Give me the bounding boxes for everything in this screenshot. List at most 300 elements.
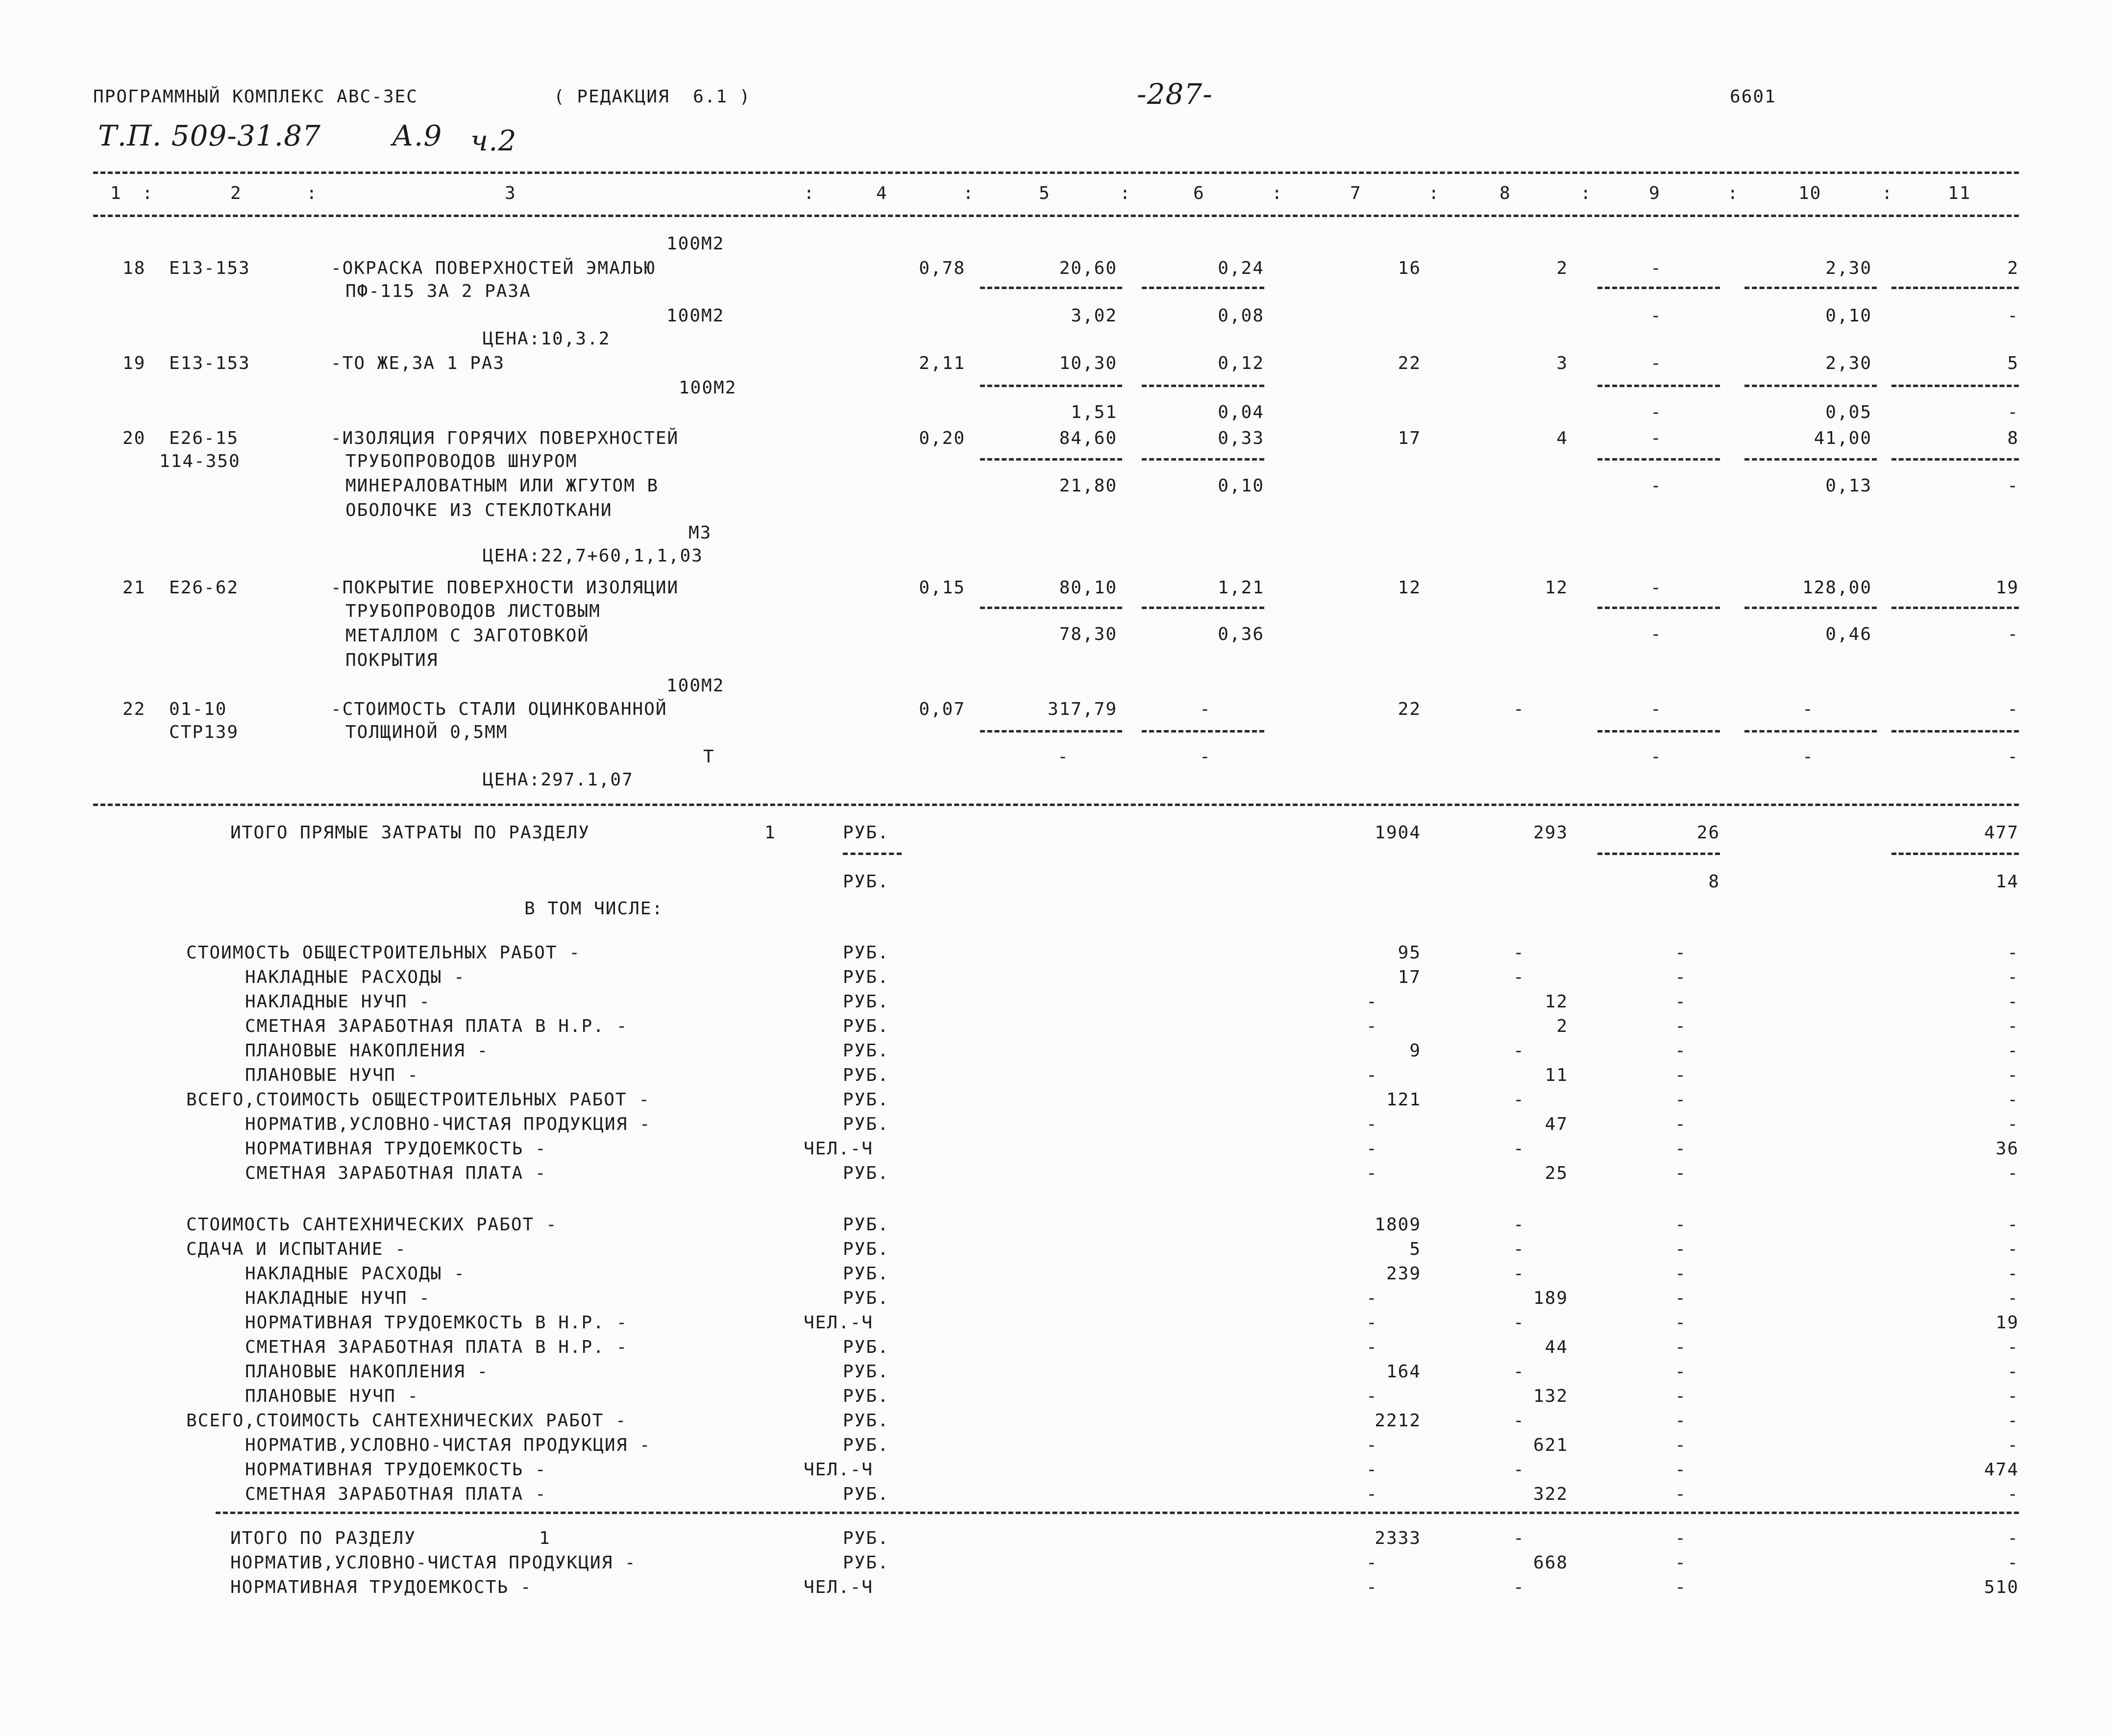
cell-col7: -: [1366, 1577, 1378, 1597]
header-bottom-rule: [93, 215, 2019, 217]
col-sep: :: [306, 183, 318, 203]
sub-rule: [1597, 730, 1720, 733]
cell-col7: 16: [1398, 258, 1421, 278]
col-10: 10: [1798, 183, 1822, 203]
cell-col6: -: [1200, 699, 1211, 719]
unit-label: РУБ.: [843, 1065, 889, 1085]
summary-label: НОРМАТИВНАЯ ТРУДОЕМКОСТЬ В Н.Р. -: [245, 1313, 628, 1333]
cell-col6: 0,33: [1218, 428, 1264, 448]
unit-label: ЧЕЛ.-Ч: [804, 1139, 874, 1159]
summary-label: НОРМАТИВ,УСЛОВНО-ЧИСТАЯ ПРОДУКЦИЯ -: [245, 1114, 651, 1134]
unit-label: РУБ.: [843, 1041, 889, 1061]
cell-col9: -: [1650, 428, 1662, 448]
unit-label: РУБ.: [843, 1215, 889, 1235]
cell-col11: 2: [2007, 258, 2019, 278]
cell-col8: 4: [1556, 428, 1568, 448]
cell-col6-sub: 0,10: [1218, 476, 1264, 496]
summary-label: СМЕТНАЯ ЗАРАБОТНАЯ ПЛАТА В Н.Р. -: [245, 1016, 628, 1036]
cell-col11: -: [2007, 699, 2019, 719]
cell-col11: 36: [1995, 1139, 2019, 1159]
unit-label: РУБ.: [843, 1288, 889, 1308]
cell-col8: -: [1513, 1264, 1525, 1284]
cell-col7: 17: [1398, 428, 1421, 448]
cell-col10-sub: 0,10: [1825, 306, 1872, 326]
cell-col11: 19: [1995, 1313, 2019, 1333]
cell-col11: 19: [1995, 578, 2019, 598]
cell-col8: -: [1513, 1528, 1525, 1548]
work-description: ТОЛЩИНОЙ 0,5ММ: [345, 722, 508, 742]
cell-col11: -: [2007, 1264, 2019, 1284]
price-note: ЦЕНА:22,7+60,1,1,03: [483, 546, 703, 566]
work-description: ОБОЛОЧКЕ ИЗ СТЕКЛОТКАНИ: [345, 500, 613, 520]
unit-label: РУБ.: [843, 1090, 889, 1110]
cell-col9: -: [1675, 1577, 1687, 1597]
cell-col8: 25: [1545, 1163, 1568, 1183]
rate-code: 01-10: [169, 699, 227, 719]
summary-label: НАКЛАДНЫЕ РАСХОДЫ -: [245, 1264, 466, 1284]
section-number: 1: [539, 1528, 551, 1548]
cell-col8: 3: [1556, 353, 1568, 373]
cell-col9: -: [1650, 699, 1662, 719]
cell-col5: 10,30: [1059, 353, 1117, 373]
cell-col5: 80,10: [1059, 578, 1117, 598]
cell-col6-sub: 0,04: [1218, 402, 1264, 422]
cell-col5-sub: 3,02: [1071, 306, 1117, 326]
sub-rule: [1891, 607, 2019, 609]
col-sep: :: [1580, 183, 1592, 203]
cell-col8: 322: [1533, 1484, 1568, 1504]
cell-col8: 668: [1533, 1553, 1568, 1573]
summary-label: СМЕТНАЯ ЗАРАБОТНАЯ ПЛАТА В Н.Р. -: [245, 1337, 628, 1357]
cell-col8: 189: [1533, 1288, 1568, 1308]
work-description: -ТО ЖЕ,ЗА 1 РАЗ: [331, 353, 505, 373]
sub-rule: [1891, 458, 2019, 461]
work-description: ПОКРЫТИЯ: [345, 650, 439, 670]
cell-col6: 1,21: [1218, 578, 1264, 598]
sub-rule: [1597, 287, 1720, 289]
work-description: ПФ-115 ЗА 2 РАЗА: [345, 281, 531, 301]
handwritten-album: А.9: [392, 119, 442, 152]
cell-col8: -: [1513, 1215, 1525, 1235]
cell-col10: 128,00: [1802, 578, 1872, 598]
cell-col9: -: [1675, 992, 1687, 1012]
col-sep: :: [1272, 183, 1283, 203]
unit-label: РУБ.: [843, 1016, 889, 1036]
cell-col9: -: [1675, 967, 1687, 987]
cell-col11: -: [2007, 1163, 2019, 1183]
unit-label: РУБ.: [843, 1411, 889, 1431]
rate-code-2: СТР139: [169, 722, 239, 742]
cell-col11-sub: 14: [1995, 872, 2019, 892]
cell-col5-sub: 1,51: [1071, 402, 1117, 422]
sub-rule: [1891, 385, 2019, 387]
cell-col7: 1809: [1375, 1215, 1421, 1235]
cell-col11-sub: -: [2007, 476, 2019, 496]
cell-col9-sub: -: [1650, 747, 1662, 767]
cell-col8: -: [1513, 967, 1525, 987]
handwritten-doc-ref: Т.П. 509-31.87: [98, 119, 321, 152]
including-heading: В ТОМ ЧИСЛЕ:: [524, 899, 664, 919]
cell-col11: 5: [2007, 353, 2019, 373]
document-code: 6601: [1730, 87, 1776, 107]
cell-col6-sub: 0,36: [1218, 624, 1264, 644]
cell-col8: 132: [1533, 1386, 1568, 1406]
cell-col8: 11: [1545, 1065, 1568, 1085]
cell-col11: 8: [2007, 428, 2019, 448]
cell-col11: -: [2007, 1362, 2019, 1382]
cell-col7: 95: [1398, 943, 1421, 963]
work-description: ТРУБОПРОВОДОВ ЛИСТОВЫМ: [345, 601, 601, 621]
sub-rule: [843, 853, 902, 855]
cell-col9-sub: -: [1650, 624, 1662, 644]
cell-col11-sub: -: [2007, 624, 2019, 644]
cell-col9: -: [1675, 1065, 1687, 1085]
sub-rule: [1142, 458, 1264, 461]
unit-label: РУБ.: [843, 823, 889, 843]
cell-col7: -: [1366, 1016, 1378, 1036]
price-note: ЦЕНА:297.1,07: [483, 770, 634, 790]
cell-col6-sub: -: [1200, 747, 1211, 767]
cell-col7: 164: [1386, 1362, 1421, 1382]
cell-col8: -: [1513, 699, 1525, 719]
cell-col5: 20,60: [1059, 258, 1117, 278]
cell-col11: -: [2007, 1337, 2019, 1357]
sub-rule: [1142, 287, 1264, 289]
unit-label: 100М2: [679, 378, 737, 398]
sub-rule: [1891, 730, 2019, 733]
sub-rule: [1744, 287, 1877, 289]
cell-col11-sub: -: [2007, 402, 2019, 422]
work-description: -ПОКРЫТИЕ ПОВЕРХНОСТИ ИЗОЛЯЦИИ: [331, 578, 679, 598]
cell-col9: -: [1675, 1386, 1687, 1406]
final-label: НОРМАТИВ,УСЛОВНО-ЧИСТАЯ ПРОДУКЦИЯ -: [230, 1553, 637, 1573]
summary-label: НАКЛАДНЫЕ РАСХОДЫ -: [245, 967, 466, 987]
cell-col9: -: [1675, 1264, 1687, 1284]
rate-code-2: 114-350: [159, 451, 241, 471]
summary-label: НОРМАТИВ,УСЛОВНО-ЧИСТАЯ ПРОДУКЦИЯ -: [245, 1435, 651, 1455]
cell-col9: -: [1675, 1484, 1687, 1504]
sub-rule: [1891, 853, 2019, 855]
cell-quantity: 0,20: [919, 428, 965, 448]
cell-col11: -: [2007, 1016, 2019, 1036]
cell-col8: -: [1513, 1139, 1525, 1159]
cell-col11: -: [2007, 1553, 2019, 1573]
cell-col9: -: [1675, 1139, 1687, 1159]
cell-col10-sub: 0,13: [1825, 476, 1872, 496]
cell-col9-sub: -: [1650, 402, 1662, 422]
unit-label: Т: [703, 747, 715, 767]
cell-col10: 41,00: [1814, 428, 1872, 448]
cell-col9: -: [1650, 353, 1662, 373]
rate-code: Е26-15: [169, 428, 239, 448]
sub-rule: [1597, 458, 1720, 461]
cell-col7: -: [1366, 992, 1378, 1012]
cell-col11: -: [2007, 1411, 2019, 1431]
cell-col7: 9: [1409, 1041, 1421, 1061]
cell-col7: -: [1366, 1114, 1378, 1134]
cell-col8: 2: [1556, 258, 1568, 278]
cell-col9: -: [1650, 258, 1662, 278]
sub-rule: [980, 730, 1122, 733]
sub-rule: [1744, 458, 1877, 461]
cell-col9: -: [1675, 1337, 1687, 1357]
sub-rule: [980, 385, 1122, 387]
cell-col7: -: [1366, 1435, 1378, 1455]
summary-label: ПЛАНОВЫЕ НАКОПЛЕНИЯ -: [245, 1362, 489, 1382]
cell-col5-sub: 78,30: [1059, 624, 1117, 644]
cell-col7: -: [1366, 1139, 1378, 1159]
summary-label: ВСЕГО,СТОИМОСТЬ САНТЕХНИЧЕСКИХ РАБОТ -: [186, 1411, 627, 1431]
cell-col9: -: [1650, 578, 1662, 598]
cell-col5-sub: 21,80: [1059, 476, 1117, 496]
cell-quantity: 2,11: [919, 353, 965, 373]
cell-col11: -: [2007, 1288, 2019, 1308]
row-number: 21: [123, 578, 146, 598]
cell-col9: -: [1675, 1041, 1687, 1061]
sub-rule: [980, 287, 1122, 289]
row-number: 19: [123, 353, 146, 373]
cell-col11: -: [2007, 1528, 2019, 1548]
page-number: -287-: [1137, 77, 1213, 111]
final-rule: [216, 1512, 2019, 1514]
cell-quantity: 0,15: [919, 578, 965, 598]
cell-col9: -: [1675, 1553, 1687, 1573]
cell-col11: -: [2007, 943, 2019, 963]
sub-rule: [1142, 385, 1264, 387]
col-11: 11: [1948, 183, 1971, 203]
cell-col7: 22: [1398, 699, 1421, 719]
cell-col5: 84,60: [1059, 428, 1117, 448]
summary-label: ВСЕГО,СТОИМОСТЬ ОБЩЕСТРОИТЕЛЬНЫХ РАБОТ -: [186, 1090, 650, 1110]
rate-code: Е13-153: [169, 353, 250, 373]
work-description: МЕТАЛЛОМ С ЗАГОТОВКОЙ: [345, 626, 589, 646]
col-sep: :: [1428, 183, 1440, 203]
cell-col9-sub: 8: [1708, 872, 1720, 892]
handwritten-part: ч.2: [470, 124, 517, 157]
sub-rule: [1142, 730, 1264, 733]
summary-label: ПЛАНОВЫЕ НАКОПЛЕНИЯ -: [245, 1041, 489, 1061]
cell-col8: -: [1513, 1313, 1525, 1333]
unit-label: РУБ.: [843, 1528, 889, 1548]
cell-col7: -: [1366, 1553, 1378, 1573]
cell-col9-sub: -: [1650, 306, 1662, 326]
cell-col11: -: [2007, 1484, 2019, 1504]
unit-label: М3: [688, 523, 712, 543]
rate-code: Е13-153: [169, 258, 250, 278]
cell-col7: 22: [1398, 353, 1421, 373]
cell-col7: -: [1366, 1065, 1378, 1085]
sub-rule: [1744, 607, 1877, 609]
cell-col8: -: [1513, 1362, 1525, 1382]
col-4: 4: [876, 183, 888, 203]
work-description: -ОКРАСКА ПОВЕРХНОСТЕЙ ЭМАЛЬЮ: [331, 258, 656, 278]
cell-col7: 239: [1386, 1264, 1421, 1284]
cell-col6: 0,12: [1218, 353, 1264, 373]
cell-col8: 293: [1533, 823, 1568, 843]
cell-col10: 2,30: [1825, 353, 1872, 373]
unit-label: РУБ.: [843, 1435, 889, 1455]
cell-col5: 317,79: [1047, 699, 1117, 719]
col-sep: :: [804, 183, 815, 203]
cell-col8: -: [1513, 1041, 1525, 1061]
cell-col11: -: [2007, 1386, 2019, 1406]
cell-col6: 0,24: [1218, 258, 1264, 278]
cell-col9: -: [1675, 943, 1687, 963]
unit-label: 100М2: [666, 676, 725, 696]
cell-col9: -: [1675, 1528, 1687, 1548]
cell-col8: 47: [1545, 1114, 1568, 1134]
col-sep: :: [142, 183, 154, 203]
summary-label: ПЛАНОВЫЕ НУЧП -: [245, 1386, 419, 1406]
col-sep: :: [1882, 183, 1893, 203]
sub-rule: [980, 607, 1122, 609]
section-number: 1: [764, 823, 776, 843]
cell-col8: -: [1513, 943, 1525, 963]
sub-rule: [1891, 287, 2019, 289]
cell-col9: -: [1675, 1313, 1687, 1333]
unit-label: 100М2: [666, 234, 725, 254]
cell-col10-sub: 0,05: [1825, 402, 1872, 422]
col-3: 3: [505, 183, 516, 203]
cell-col9: -: [1675, 1288, 1687, 1308]
unit-label: РУБ.: [843, 992, 889, 1012]
cell-col9-sub: -: [1650, 476, 1662, 496]
cell-col8: 12: [1545, 578, 1568, 598]
col-1: 1: [110, 183, 122, 203]
cell-col9: -: [1675, 1460, 1687, 1480]
sub-rule: [1597, 853, 1720, 855]
sub-rule: [1744, 385, 1877, 387]
cell-col7: 1904: [1375, 823, 1421, 843]
section-rule: [93, 804, 2019, 806]
cell-col8: -: [1513, 1460, 1525, 1480]
unit-label: РУБ.: [843, 1114, 889, 1134]
unit-label: РУБ.: [843, 1484, 889, 1504]
cell-col5-sub: -: [1057, 747, 1069, 767]
sub-rule: [980, 458, 1122, 461]
cell-col10-sub: -: [1802, 747, 1814, 767]
cell-col9: -: [1675, 1114, 1687, 1134]
unit-label: РУБ.: [843, 1239, 889, 1259]
header-top-rule: [93, 171, 2019, 174]
summary-label: СМЕТНАЯ ЗАРАБОТНАЯ ПЛАТА -: [245, 1163, 547, 1183]
cell-col7: -: [1366, 1386, 1378, 1406]
work-description: -ИЗОЛЯЦИЯ ГОРЯЧИХ ПОВЕРХНОСТЕЙ: [331, 428, 679, 448]
unit-label: РУБ.: [843, 1386, 889, 1406]
cell-col7: 2333: [1375, 1528, 1421, 1548]
row-number: 20: [123, 428, 146, 448]
sub-rule: [1142, 607, 1264, 609]
sub-rule: [1744, 730, 1877, 733]
cell-col9: -: [1675, 1163, 1687, 1183]
price-note: ЦЕНА:10,3.2: [483, 329, 611, 349]
edition-label: ( РЕДАКЦИЯ 6.1 ): [554, 87, 751, 107]
sub-rule: [1597, 607, 1720, 609]
unit-label: ЧЕЛ.-Ч: [804, 1313, 874, 1333]
cell-col9: -: [1675, 1362, 1687, 1382]
final-label: ИТОГО ПО РАЗДЕЛУ: [230, 1528, 416, 1548]
col-9: 9: [1649, 183, 1661, 203]
cell-col7: -: [1366, 1484, 1378, 1504]
cell-col7: 2212: [1375, 1411, 1421, 1431]
cell-col7: -: [1366, 1313, 1378, 1333]
cell-col11: -: [2007, 1041, 2019, 1061]
col-6: 6: [1193, 183, 1205, 203]
cell-col11: -: [2007, 1435, 2019, 1455]
cell-col11: -: [2007, 967, 2019, 987]
final-label: НОРМАТИВНАЯ ТРУДОЕМКОСТЬ -: [230, 1577, 532, 1597]
cell-col8: 621: [1533, 1435, 1568, 1455]
cell-col8: -: [1513, 1090, 1525, 1110]
unit-label: РУБ.: [843, 1362, 889, 1382]
unit-label: РУБ.: [843, 943, 889, 963]
col-sep: :: [1727, 183, 1739, 203]
cell-col9: -: [1675, 1411, 1687, 1431]
cell-col11-sub: -: [2007, 306, 2019, 326]
cell-col9: -: [1675, 1239, 1687, 1259]
cell-quantity: 0,78: [919, 258, 965, 278]
cell-col7: 121: [1386, 1090, 1421, 1110]
cell-col8: 12: [1545, 992, 1568, 1012]
col-5: 5: [1039, 183, 1051, 203]
summary-label: НАКЛАДНЫЕ НУЧП -: [245, 1288, 431, 1308]
col-7: 7: [1350, 183, 1362, 203]
col-sep: :: [963, 183, 975, 203]
cell-col7: -: [1366, 1163, 1378, 1183]
cell-col11: -: [2007, 992, 2019, 1012]
sub-rule: [1597, 385, 1720, 387]
summary-label: СДАЧА И ИСПЫТАНИЕ -: [186, 1239, 407, 1259]
cell-col8: -: [1513, 1411, 1525, 1431]
cell-col10-sub: 0,46: [1825, 624, 1872, 644]
col-2: 2: [230, 183, 242, 203]
row-number: 22: [123, 699, 146, 719]
summary-label: ПЛАНОВЫЕ НУЧП -: [245, 1065, 419, 1085]
col-8: 8: [1499, 183, 1511, 203]
work-description: -СТОИМОСТЬ СТАЛИ ОЦИНКОВАННОЙ: [331, 699, 667, 719]
unit-label: РУБ.: [843, 1553, 889, 1573]
cell-col9: -: [1675, 1016, 1687, 1036]
cell-col11: -: [2007, 1090, 2019, 1110]
cell-col9: -: [1675, 1435, 1687, 1455]
cell-col7: -: [1366, 1460, 1378, 1480]
summary-label: СТОИМОСТЬ САНТЕХНИЧЕСКИХ РАБОТ -: [186, 1215, 558, 1235]
unit-label: 100М2: [666, 306, 725, 326]
work-description: ТРУБОПРОВОДОВ ШНУРОМ: [345, 451, 578, 471]
cell-col8: -: [1513, 1239, 1525, 1259]
cell-col7: -: [1366, 1288, 1378, 1308]
cell-col8: -: [1513, 1577, 1525, 1597]
cell-col11: 477: [1984, 823, 2019, 843]
unit-label: ЧЕЛ.-Ч: [804, 1460, 874, 1480]
cell-col10: 2,30: [1825, 258, 1872, 278]
cell-col11: -: [2007, 1114, 2019, 1134]
cell-col9: -: [1675, 1090, 1687, 1110]
cell-col11-sub: -: [2007, 747, 2019, 767]
summary-label: НОРМАТИВНАЯ ТРУДОЕМКОСТЬ -: [245, 1139, 547, 1159]
cell-col6-sub: 0,08: [1218, 306, 1264, 326]
cell-col9: -: [1675, 1215, 1687, 1235]
cell-col7: -: [1366, 1337, 1378, 1357]
summary-label: НАКЛАДНЫЕ НУЧП -: [245, 992, 431, 1012]
summary-label: НОРМАТИВНАЯ ТРУДОЕМКОСТЬ -: [245, 1460, 547, 1480]
cell-col11: -: [2007, 1215, 2019, 1235]
unit-label: ЧЕЛ.-Ч: [804, 1577, 874, 1597]
unit-label: РУБ.: [843, 967, 889, 987]
work-description: МИНЕРАЛОВАТНЫМ ИЛИ ЖГУТОМ В: [345, 476, 659, 496]
cell-col11: -: [2007, 1239, 2019, 1259]
rate-code: Е26-62: [169, 578, 239, 598]
